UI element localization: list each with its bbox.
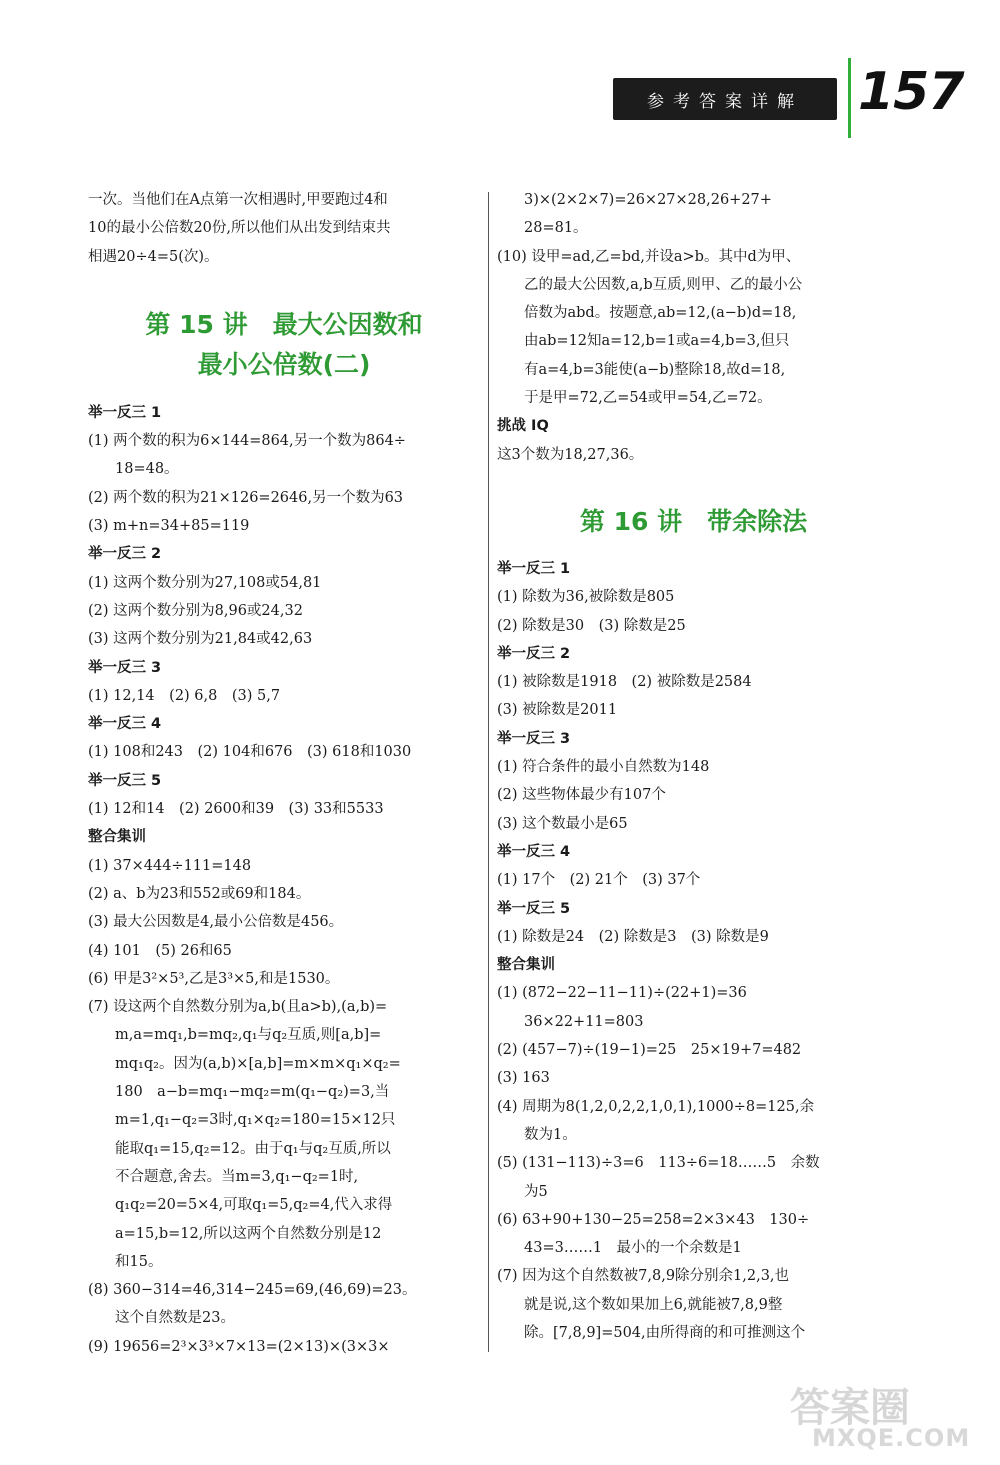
- section-label-tab: 参考答案详解: [613, 78, 837, 120]
- answer-line: (3) 这两个数分别为21,84或42,63: [88, 631, 313, 648]
- answer-line: (1) 除数为36,被除数是805: [497, 589, 675, 606]
- answer-line: a=15,b=12,所以这两个自然数分别是12: [115, 1225, 382, 1242]
- answer-line: (1) 被除数是1918 (2) 被除数是2584: [497, 674, 752, 691]
- right-column: [497, 186, 890, 1347]
- answer-line: 除。[7,8,9]=504,由所得商的和可推测这个: [524, 1324, 806, 1341]
- answer-line: (3) m+n=34+85=119: [88, 518, 250, 535]
- chapter-title-line2: 最小公倍数(二): [197, 349, 371, 379]
- chapter-title: 第 15 讲 最大公因数和: [145, 309, 423, 339]
- answer-line: (5) (131−113)÷3=6 113÷6=18……5 余数: [497, 1155, 820, 1172]
- answer-line: 有a=4,b=3能使(a−b)整除18,故d=18,: [524, 361, 786, 378]
- watermark-logo: 答案圈: [790, 1385, 910, 1431]
- answer-line: 43=3……1 最小的一个余数是1: [524, 1240, 742, 1257]
- header-divider: [848, 58, 851, 138]
- section-heading: 举一反三 4: [497, 843, 571, 860]
- answer-line: 能取q₁=15,q₂=12。由于q₁与q₂互质,所以: [115, 1140, 391, 1157]
- answer-line: (1) 17个 (2) 21个 (3) 37个: [497, 872, 701, 889]
- answer-line: (2) 除数是30 (3) 除数是25: [497, 617, 686, 634]
- answer-line: 乙的最大公因数,a,b互质,则甲、乙的最小公: [524, 276, 803, 293]
- answer-line: 由ab=12知a=12,b=1或a=4,b=3,但只: [524, 333, 790, 350]
- column-divider: [488, 192, 489, 1352]
- section-heading: 举一反三 1: [497, 560, 571, 577]
- answer-line: (3) 这个数最小是65: [497, 815, 628, 832]
- section-heading: 举一反三 4: [88, 716, 162, 733]
- section-heading: 举一反三 5: [497, 900, 571, 917]
- answer-line: m=1,q₁−q₂=3时,q₁×q₂=180=15×12只: [115, 1112, 396, 1129]
- answer-line: (7) 因为这个自然数被7,8,9除分别余1,2,3,也: [497, 1268, 790, 1285]
- answer-line: (1) 12和14 (2) 2600和39 (3) 33和5533: [88, 801, 384, 818]
- answer-line: 数为1。: [524, 1126, 577, 1143]
- answer-line: 就是说,这个数如果加上6,就能被7,8,9整: [524, 1296, 783, 1313]
- answer-line: (2) (457−7)÷(19−1)=25 25×19+7=482: [497, 1042, 802, 1059]
- section-heading: 举一反三 2: [88, 546, 162, 563]
- answer-line: 18=48。: [115, 461, 179, 478]
- section-heading: 举一反三 1: [88, 404, 162, 421]
- answer-line: m,a=mq₁,b=mq₂,q₁与q₂互质,则[a,b]=: [115, 1027, 382, 1044]
- answer-line: (10) 设甲=ad,乙=bd,并设a>b。其中d为甲、: [497, 248, 801, 265]
- answer-line: (6) 甲是3²×5³,乙是3³×5,和是1530。: [88, 970, 340, 987]
- left-column: [88, 186, 480, 1361]
- answer-line: 这个自然数是23。: [115, 1310, 235, 1327]
- watermark-url: MXQE.COM: [812, 1424, 971, 1452]
- section-heading: 举一反三 3: [497, 730, 571, 747]
- answer-line: 于是甲=72,乙=54或甲=54,乙=72。: [524, 390, 772, 407]
- answer-line: (2) 这些物体最少有107个: [497, 787, 666, 804]
- answer-line: 36×22+11=803: [524, 1013, 644, 1030]
- answer-line: (1) 除数是24 (2) 除数是3 (3) 除数是9: [497, 928, 769, 945]
- answer-line: (3) 163: [497, 1070, 550, 1087]
- page-number: 157: [858, 62, 964, 122]
- answer-line: (1) 这两个数分别为27,108或54,81: [88, 574, 322, 591]
- answer-line: (3) 最大公因数是4,最小公倍数是456。: [88, 914, 344, 931]
- answer-line: 和15。: [115, 1253, 163, 1270]
- answer-line: (4) 周期为8(1,2,0,2,2,1,0,1),1000÷8=125,余: [497, 1098, 815, 1115]
- chapter-title: 第 16 讲 带余除法: [579, 506, 808, 536]
- answer-line: (6) 63+90+130−25=258=2×3×43 130÷: [497, 1211, 810, 1228]
- intro-line: 10的最小公倍数20份,所以他们从出发到结束共: [88, 220, 391, 237]
- answer-line: (1) 符合条件的最小自然数为148: [497, 759, 710, 776]
- answer-line: 3)×(2×2×7)=26×27×28,26+27+: [524, 192, 772, 208]
- answer-line: (1) 12,14 (2) 6,8 (3) 5,7: [88, 687, 281, 704]
- answer-line: mq₁q₂。因为(a,b)×[a,b]=m×m×q₁×q₂=: [115, 1055, 401, 1072]
- answer-line: (1) 两个数的积为6×144=864,另一个数为864÷: [88, 433, 406, 450]
- section-heading: 整合集训: [88, 829, 146, 846]
- section-heading: 举一反三 5: [88, 772, 162, 789]
- answer-line: (1) (872−22−11−11)÷(22+1)=36: [497, 985, 747, 1002]
- answer-line: (1) 108和243 (2) 104和676 (3) 618和1030: [88, 744, 412, 761]
- section-heading: 举一反三 3: [88, 659, 162, 676]
- answer-line: (2) 这两个数分别为8,96或24,32: [88, 602, 303, 619]
- answer-line: (2) 两个数的积为21×126=2646,另一个数为63: [88, 489, 404, 506]
- answer-line: (4) 101 (5) 26和65: [88, 942, 232, 959]
- answer-line: 28=81。: [524, 220, 588, 237]
- answer-line: (7) 设这两个自然数分别为a,b(且a>b),(a,b)=: [88, 999, 388, 1016]
- answer-line: (9) 19656=2³×3³×7×13=(2×13)×(3×3×: [88, 1338, 390, 1355]
- answer-line: 为5: [524, 1183, 548, 1200]
- section-heading: 整合集训: [497, 957, 555, 974]
- answer-line: 180 a−b=mq₁−mq₂=m(q₁−q₂)=3,当: [115, 1084, 390, 1101]
- section-heading: 挑战 IQ: [497, 418, 549, 435]
- answer-line: (8) 360−314=46,314−245=69,(46,69)=23。: [88, 1282, 417, 1299]
- answer-line: 倍数为abd。按题意,ab=12,(a−b)d=18,: [524, 305, 797, 322]
- answer-line: 这3个数为18,27,36。: [497, 446, 644, 463]
- answer-line: (3) 被除数是2011: [497, 702, 618, 719]
- answer-line: q₁q₂=20=5×4,可取q₁=5,q₂=4,代入求得: [115, 1197, 393, 1214]
- answer-line: (2) a、b为23和552或69和184。: [88, 885, 311, 902]
- section-heading: 举一反三 2: [497, 645, 571, 662]
- answer-line: 不合题意,舍去。当m=3,q₁−q₂=1时,: [115, 1168, 359, 1185]
- intro-line: 一次。当他们在A点第一次相遇时,甲要跑过4和: [88, 192, 388, 208]
- intro-line: 相遇20÷4=5(次)。: [88, 248, 219, 265]
- answer-line: (1) 37×444÷111=148: [88, 857, 252, 874]
